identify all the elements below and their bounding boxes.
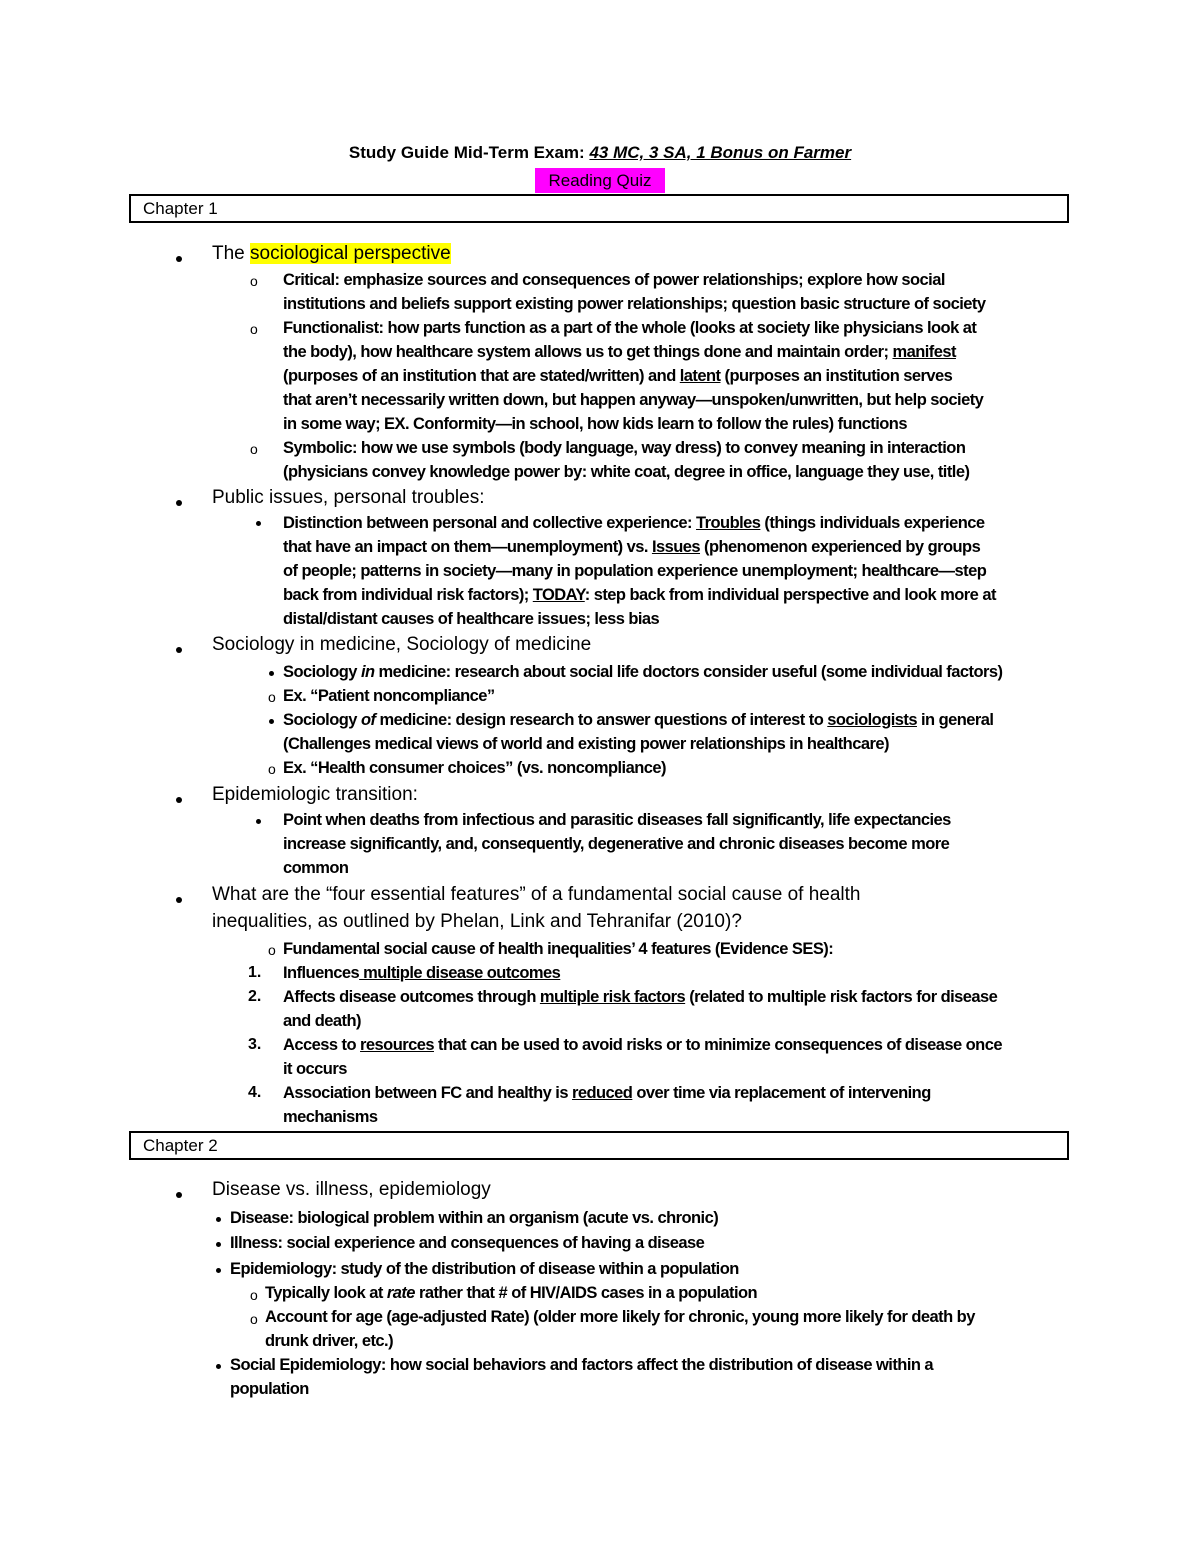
text: that can be used to avoid risks or to minimize consequences of disease once (433, 1036, 1002, 1054)
feature-2 (283, 988, 997, 1007)
heading-prefix: The (212, 243, 251, 264)
text: Sociology (283, 711, 361, 729)
term-multiple-disease-outcomes: multiple disease outcomes (359, 964, 561, 982)
symbolic-line-1: Symbolic: how we use symbols (body language, way dress) to convey meaning in interaction (283, 439, 966, 457)
epidemiologic-line-1: Point when deaths from infectious and parasitic diseases fall significantly, life expectancies (283, 811, 951, 829)
sociology-of-medicine-line (283, 711, 993, 730)
critical-line-2: institutions and beliefs support existing power relationships; question basic structure of society (283, 295, 986, 313)
functionalist-line-5: in some way; EX. Conformity—in school, how kids learn to follow the rules) functions (283, 415, 907, 433)
feature-3-line-2: it occurs (283, 1060, 347, 1078)
text: back from individual risk factors); (283, 586, 533, 604)
bullet-icon (269, 719, 274, 724)
functionalist-line-2 (283, 343, 956, 362)
text: Association between FC and healthy is (283, 1084, 572, 1102)
text: rather that # of HIV/AIDS cases in a population (414, 1284, 758, 1302)
bullet-icon (216, 1268, 221, 1273)
text: the body), how healthcare system allows us to get things done and maintain order; (283, 343, 893, 361)
text: (purposes an institution serves (720, 367, 953, 385)
bullet-icon (176, 1192, 182, 1198)
bullet-icon (176, 500, 182, 506)
public-issues-line-3: of people; patterns in society—many in population experience unemployment; healthcare—step (283, 562, 987, 580)
circle-bullet-icon: o (268, 689, 276, 705)
public-issues-line-1 (283, 514, 984, 533)
four-features-question-line-2: inequalities, as outlined by Phelan, Link and Tehranifar (2010)? (212, 911, 742, 932)
illness-definition: Illness: social experience and consequences of having a disease (230, 1234, 705, 1252)
public-issues-line-5: distal/distant causes of healthcare issues; less bias (283, 610, 660, 628)
term-latent: latent (679, 367, 721, 385)
functionalist-line-3 (283, 367, 952, 386)
text: (purposes of an institution that are stated/written) and (283, 367, 680, 385)
social-epidemiology-line-1: Social Epidemiology: how social behaviors and factors affect the distribution of disease within a (230, 1356, 934, 1374)
text: Distinction between personal and collective experience: (283, 514, 697, 532)
text: that have an impact on them—unemployment) vs. (283, 538, 652, 556)
circle-bullet-icon: o (250, 441, 258, 457)
sociology-medicine-heading: Sociology in medicine, Sociology of medicine (212, 634, 592, 655)
age-adjusted-note-line-2: drunk driver, etc.) (265, 1332, 394, 1350)
functionalist-line-1: Functionalist: how parts function as a part of the whole (looks at society like physicians look at (283, 319, 977, 337)
epidemiologic-line-3: common (283, 859, 349, 877)
reading-quiz-label: Reading Quiz (535, 168, 665, 193)
symbolic-line-2: (physicians convey knowledge power by: white coat, degree in office, language they use, title) (283, 463, 970, 481)
term-of: of (360, 711, 376, 729)
title-prefix: Study Guide Mid-Term Exam: (348, 143, 590, 162)
circle-bullet-icon: o (250, 273, 258, 289)
example-consumer-choices: Ex. “Health consumer choices” (vs. noncompliance) (283, 759, 666, 777)
sociology-in-medicine-line (283, 663, 1002, 682)
title-exam-format: 43 MC, 3 SA, 1 Bonus on Farmer (589, 143, 852, 162)
critical-line-1: Critical: emphasize sources and consequences of power relationships; explore how social (283, 271, 945, 289)
example-noncompliance: Ex. “Patient noncompliance” (283, 687, 495, 705)
text: Sociology (283, 663, 361, 681)
term-issues: Issues (651, 538, 701, 556)
disease-definition: Disease: biological problem within an organism (acute vs. chronic) (230, 1209, 719, 1227)
chapter-1-heading: Chapter 1 (129, 194, 1069, 223)
text: medicine: design research to answer questions of interest to (375, 711, 828, 729)
term-in: in (360, 663, 375, 681)
term-sociologists: sociologists (827, 711, 917, 729)
age-adjusted-note-line-1: Account for age (age-adjusted Rate) (older more likely for chronic, young more likely for death by (265, 1308, 975, 1326)
bullet-icon (256, 819, 261, 824)
list-number: 4. (248, 1084, 262, 1101)
term-today: TODAY (532, 586, 585, 604)
list-number: 3. (248, 1036, 262, 1053)
four-features-question-line-1: What are the “four essential features” of a fundamental social cause of health (212, 884, 861, 905)
public-issues-line-2 (283, 538, 980, 557)
public-issues-line-4 (283, 586, 996, 605)
list-number: 1. (248, 964, 262, 981)
bullet-icon (216, 1217, 221, 1222)
bullet-icon (216, 1364, 221, 1369)
epidemiologic-transition-heading: Epidemiologic transition: (212, 784, 418, 805)
text: in general (916, 711, 994, 729)
text: : step back from individual perspective and look more at (584, 586, 996, 604)
text: Affects disease outcomes through (283, 988, 540, 1006)
four-features-intro: Fundamental social cause of health inequalities’ 4 features (Evidence SES): (283, 940, 834, 958)
bullet-icon (256, 521, 261, 526)
text: Influences (283, 964, 360, 982)
bullet-icon (216, 1242, 221, 1247)
term-manifest: manifest (892, 343, 956, 361)
text: Access to (283, 1036, 361, 1054)
term-troubles: Troubles (696, 514, 761, 532)
text: medicine: research about social life doctors consider useful (some individual factors) (374, 663, 1003, 681)
highlighted-term: sociological perspective (250, 243, 451, 264)
text: (related to multiple risk factors for disease (685, 988, 998, 1006)
epidemiology-definition: Epidemiology: study of the distribution of disease within a population (230, 1260, 739, 1278)
text: (phenomenon experienced by groups (700, 538, 981, 556)
circle-bullet-icon: o (250, 1311, 258, 1327)
list-number: 2. (248, 988, 262, 1005)
text: over time via replacement of intervening (632, 1084, 931, 1102)
feature-1 (283, 964, 560, 983)
sociology-of-medicine-line-2: (Challenges medical views of world and existing power relationships in healthcare) (283, 735, 889, 753)
page-title (0, 143, 1200, 163)
bullet-icon (269, 671, 274, 676)
public-issues-heading: Public issues, personal troubles: (212, 487, 485, 508)
feature-3 (283, 1036, 1002, 1055)
sociological-perspective-heading (212, 243, 451, 265)
chapter-2-heading: Chapter 2 (129, 1131, 1069, 1160)
text: (things individuals experience (760, 514, 985, 532)
term-rate: rate (386, 1284, 415, 1302)
bullet-icon (176, 897, 182, 903)
text: Typically look at (265, 1284, 387, 1302)
circle-bullet-icon: o (250, 1287, 258, 1303)
circle-bullet-icon: o (268, 761, 276, 777)
functionalist-line-4: that aren’t necessarily written down, but happen anyway—unspoken/unwritten, but help society (283, 391, 984, 409)
epidemiologic-line-2: increase significantly, and, consequently, degenerative and chronic diseases become more (283, 835, 950, 853)
feature-4 (283, 1084, 931, 1103)
circle-bullet-icon: o (268, 942, 276, 958)
social-epidemiology-line-2: population (230, 1380, 309, 1398)
feature-2-line-2: and death) (283, 1012, 361, 1030)
feature-4-line-2: mechanisms (283, 1108, 378, 1126)
bullet-icon (176, 647, 182, 653)
circle-bullet-icon: o (250, 321, 258, 337)
term-resources: resources (360, 1036, 434, 1054)
term-multiple-risk-factors: multiple risk factors (539, 988, 686, 1006)
term-reduced: reduced (572, 1084, 633, 1102)
epidemiology-rate-note (265, 1284, 757, 1303)
bullet-icon (176, 797, 182, 803)
disease-illness-heading: Disease vs. illness, epidemiology (212, 1179, 491, 1200)
bullet-icon (176, 256, 182, 262)
